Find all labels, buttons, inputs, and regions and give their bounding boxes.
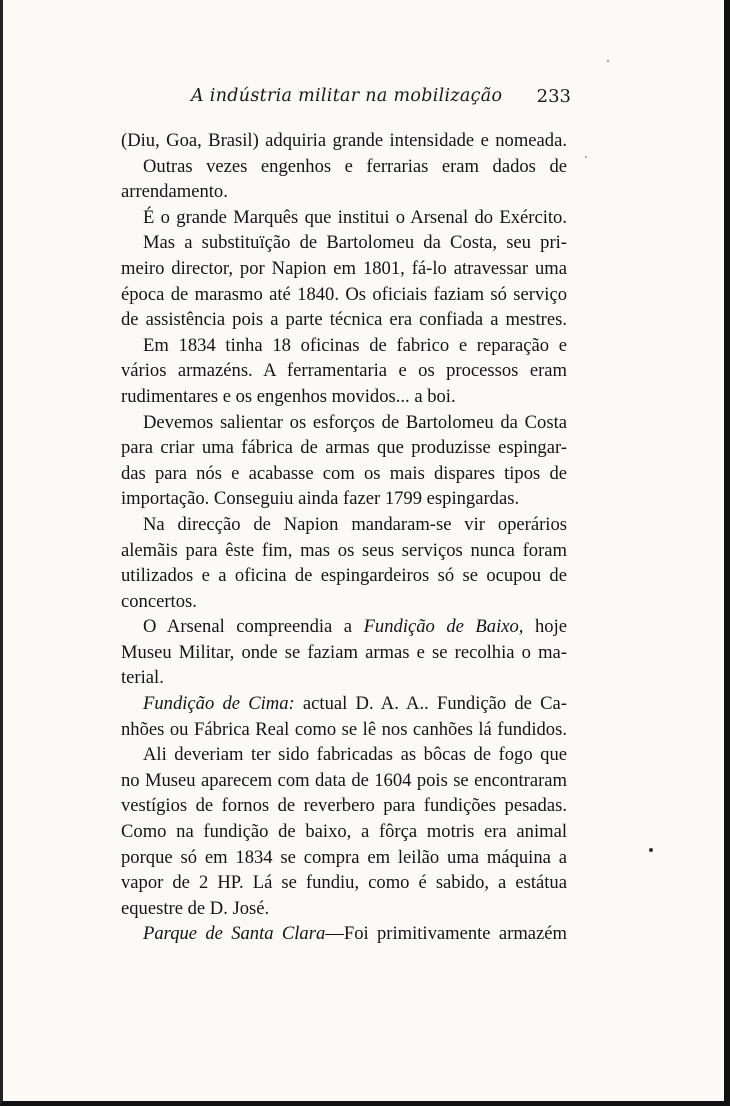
text-line — [121, 691, 567, 717]
text-line: de assistência pois a parte técnica era confiada a mestres. — [121, 309, 567, 331]
text-fragment: actual D. A. A.. Fundição de Ca- — [294, 693, 567, 715]
text-line: equestre de D. José. — [121, 897, 270, 919]
italic-term: Parque de Santa Clara — [143, 923, 326, 945]
text-line — [121, 921, 567, 947]
text-line: Como na fundição de baixo, a fôrça motris era animal — [121, 821, 567, 843]
text-line: para criar uma fábrica de armas que produzisse espingar- — [121, 437, 567, 459]
text-fragment: hoje — [523, 616, 567, 638]
text-line: Ali deveriam ter sido fabricadas as bôcas de fogo que — [143, 744, 567, 766]
text-line: época de marasmo até 1840. Os oficiais faziam só serviço — [121, 283, 567, 305]
text-line: vários armazéns. A ferramentaria e os processos eram — [121, 360, 567, 382]
text-line: das para nós e acabasse com os mais dispares tipos de — [121, 462, 567, 484]
italic-term: Fundição de Baixo, — [363, 616, 524, 638]
text-line: Devemos salientar os esforços de Bartolomeu da Costa — [143, 411, 567, 433]
text-line: utilizados e a oficina de espingardeiros só se ocupou de — [121, 565, 567, 587]
text-line: Museu Militar, onde se faziam armas e se recolhia o ma- — [121, 641, 567, 663]
body-text — [121, 128, 567, 947]
text-line: Em 1834 tinha 18 oficinas de fabrico e reparação e — [143, 334, 567, 356]
italic-term: Fundição de Cima: — [143, 693, 295, 715]
text-line: É o grande Marquês que institui o Arsenal do Exército. — [143, 206, 567, 228]
ink-speck — [649, 848, 653, 852]
text-line: vapor de 2 HP. Lá se fundiu, como é sabido, a estátua — [121, 872, 567, 894]
text-fragment: O Arsenal compreendia a — [143, 616, 364, 638]
text-line: alemãis para êste fim, mas os seus serviços nunca foram — [121, 539, 567, 561]
ink-speck — [607, 60, 609, 62]
text-line: (Diu, Goa, Brasil) adquiria grande intensidade e nomeada. — [121, 130, 567, 151]
text-line: rudimentares e os engenhos movidos... a boi. — [121, 385, 456, 407]
text-line: terial. — [121, 667, 164, 689]
text-line: Outras vezes engenhos e ferrarias eram dados de — [143, 155, 567, 177]
page-number: 233 — [536, 86, 571, 107]
ink-speck — [585, 156, 587, 158]
text-line — [121, 614, 567, 640]
text-line: no Museu aparecem com data de 1604 pois se encontraram — [121, 769, 567, 791]
text-line: arrendamento. — [121, 181, 228, 203]
text-line: Na direcção de Napion mandaram-se vir operários — [143, 513, 567, 535]
text-fragment: —Foi primitivamente armazém — [325, 923, 567, 945]
text-line: concertos. — [121, 590, 197, 612]
text-line: vestígios de fornos de reverbero para fundições pesadas. — [121, 795, 567, 817]
text-line: importação. Conseguiu ainda fazer 1799 espingardas. — [121, 488, 520, 510]
text-line: meiro director, por Napion em 1801, fá-lo atravessar uma — [121, 257, 567, 279]
text-line: Mas a substituïção de Bartolomeu da Costa, seu pri- — [143, 232, 567, 254]
running-title: A indústria militar na mobilização — [191, 86, 503, 106]
text-line: porque só em 1834 se compra em leilão uma máquina a — [121, 846, 567, 868]
text-line: nhões ou Fábrica Real como se lê nos canhões lá fundidos. — [121, 718, 567, 740]
